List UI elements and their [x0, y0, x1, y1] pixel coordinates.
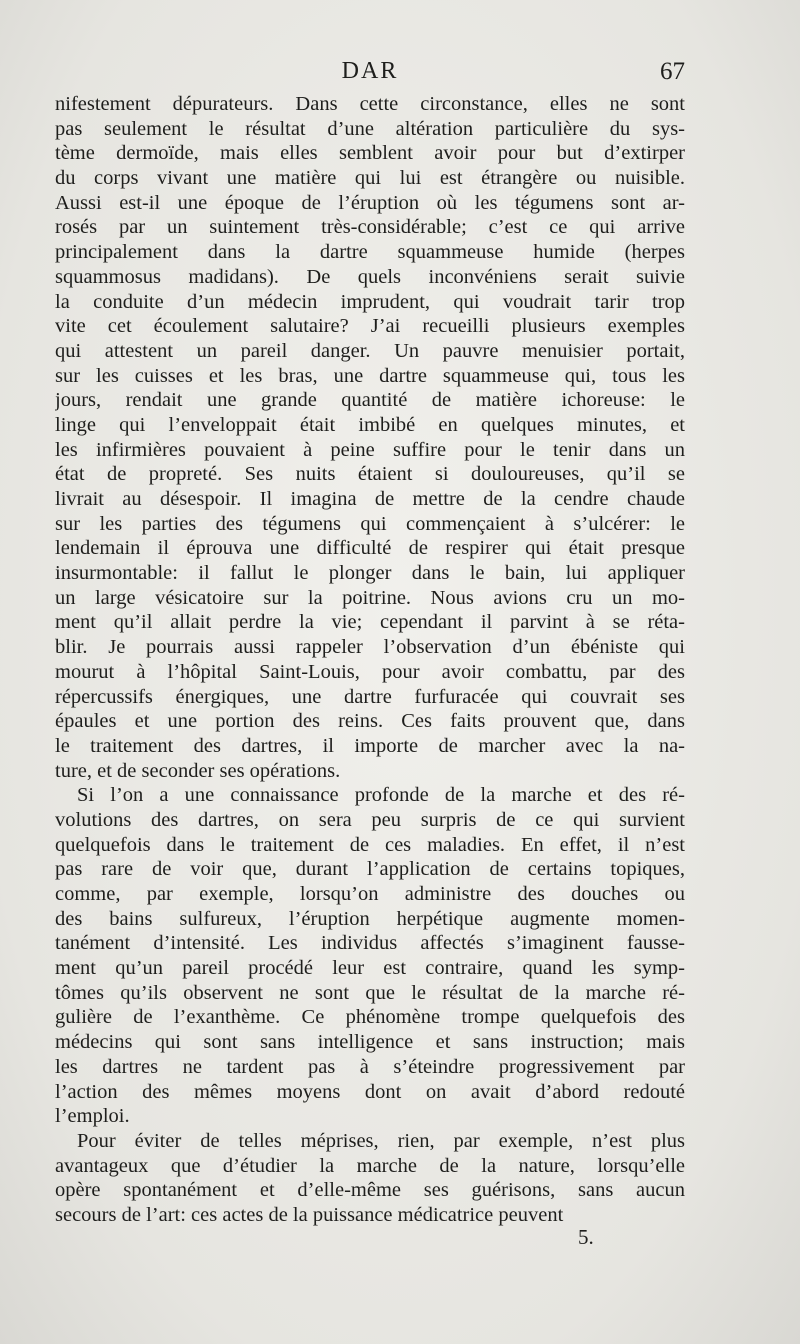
text-line: tanément d’intensité. Les individus affectés s’imaginent fausse- [55, 932, 685, 955]
text-line: vite cet écoulement salutaire? J’ai recueilli plusieurs exemples [55, 315, 685, 338]
text-line: l’emploi. [55, 1105, 130, 1128]
page-number: 67 [660, 58, 685, 85]
text-line: état de propreté. Ses nuits étaient si douloureuses, qu’il se [55, 463, 685, 486]
text-line: insurmontable: il fallut le plonger dans le bain, lui appliquer [55, 562, 685, 585]
page-header [55, 58, 685, 92]
text-line: avantageux que d’étudier la marche de la nature, lorsqu’elle [55, 1154, 685, 1177]
text-line: tômes qu’ils observent ne sont que le résultat de la marche ré- [55, 981, 685, 1004]
running-head: DAR [341, 58, 399, 84]
text-line: du corps vivant une matière qui lui est étrangère ou nuisible. [55, 167, 685, 190]
paragraph [55, 92, 685, 783]
text-line: un large vésicatoire sur la poitrine. Nous avions cru un mo- [55, 586, 685, 609]
text-line: les infirmières pouvaient à peine suffire pour le tenir dans un [55, 438, 685, 461]
paragraph [55, 1129, 685, 1228]
text-line: linge qui l’enveloppait était imbibé en quelques minutes, et [55, 413, 685, 436]
text-line: les dartres ne tardent pas à s’éteindre progressivement par [55, 1055, 685, 1078]
text-line: le traitement des dartres, il importe de marcher avec la na- [55, 734, 685, 757]
text-line: épaules et une portion des reins. Ces faits prouvent que, dans [55, 710, 685, 733]
text-line: mourut à l’hôpital Saint-Louis, pour avoir combattu, par des [55, 660, 685, 683]
text-line: gulière de l’exanthème. Ce phénomène trompe quelquefois des [55, 1006, 685, 1029]
text-line: qui attestent un pareil danger. Un pauvre menuisier portait, [55, 339, 685, 362]
text-line: répercussifs énergiques, une dartre furfuracée qui couvrait ses [55, 685, 685, 708]
text-line: ment qu’il allait perdre la vie; cependant il parvint à se réta- [55, 611, 685, 634]
text-line: jours, rendait une grande quantité de matière ichoreuse: le [55, 389, 685, 412]
text-line: sur les parties des tégumens qui commençaient à s’ulcérer: le [55, 512, 685, 535]
text-line: ture, et de seconder ses opérations. [55, 759, 341, 782]
text-line: nifestement dépurateurs. Dans cette circonstance, elles ne sont [55, 93, 685, 115]
page-body [55, 92, 685, 1228]
signature-mark: 5. [578, 1225, 594, 1249]
text-line: Pour éviter de telles méprises, rien, par exemple, n’est plus [77, 1129, 685, 1152]
text-line: secours de l’art: ces actes de la puissance médicatrice peuvent [55, 1203, 564, 1226]
text-line: lendemain il éprouva une difficulté de respirer qui était presque [55, 537, 685, 560]
text-line: comme, par exemple, lorsqu’on administre des douches ou [55, 883, 685, 905]
text-line: sur les cuisses et les bras, une dartre squammeuse qui, tous les [55, 364, 685, 387]
text-line: squammosus madidans). De quels inconvéniens serait suivie [55, 265, 685, 288]
text-line: des bains sulfureux, l’éruption herpétique augmente momen- [55, 907, 685, 930]
text-line: pas seulement le résultat d’une altération particulière du sys- [55, 117, 685, 140]
text-line: la conduite d’un médecin imprudent, qui voudrait tarir trop [55, 290, 685, 313]
text-line: rosés par un suintement très-considérable; c’est ce qui arrive [55, 216, 685, 239]
text-line: principalement dans la dartre squammeuse humide (herpes [55, 241, 685, 264]
text-line: volutions des dartres, on sera peu surpris de ce qui survient [55, 808, 685, 831]
text-line: blir. Je pourrais aussi rappeler l’observation d’un ébéniste qui [55, 636, 685, 659]
text-line: pas rare de voir que, durant l’application de certains topiques, [55, 858, 685, 881]
text-line: livrait au désespoir. Il imagina de mettre de la cendre chaude [55, 488, 685, 510]
text-line: médecins qui sont sans intelligence et sans instruction; mais [55, 1031, 685, 1054]
text-line: l’action des mêmes moyens dont on avait d’abord redouté [55, 1080, 685, 1103]
text-line: tème dermoïde, mais elles semblent avoir pour but d’extirper [55, 142, 685, 165]
text-line: opère spontanément et d’elle-même ses guérisons, sans aucun [55, 1179, 685, 1202]
paragraph [55, 783, 685, 1129]
text-line: ment qu’un pareil procédé leur est contraire, quand les symp- [55, 957, 685, 980]
text-line: quelquefois dans le traitement de ces maladies. En effet, il n’est [55, 833, 685, 856]
text-line: Si l’on a une connaissance profonde de la marche et des ré- [77, 784, 685, 807]
text-line: Aussi est-il une époque de l’éruption où les tégumens sont ar- [55, 191, 685, 214]
